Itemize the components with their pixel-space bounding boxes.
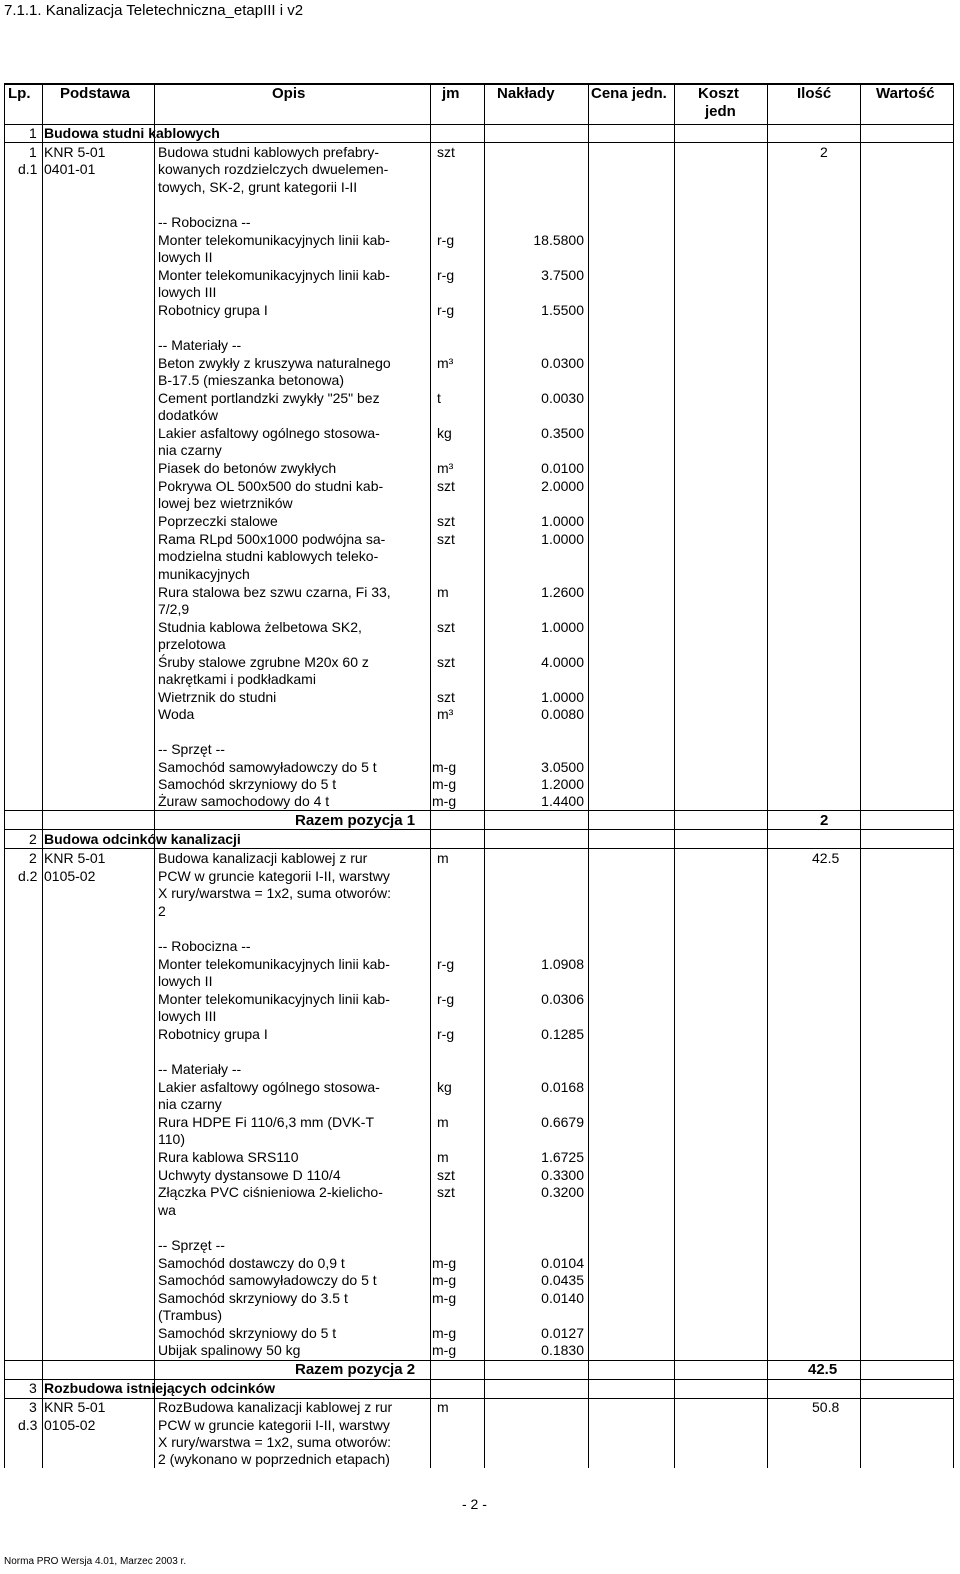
resource-name: Samochód skrzyniowy do 3.5 t: [158, 1290, 348, 1306]
position-description-line: kowanych rozdzielczych dwuelemen-: [158, 161, 389, 177]
resource-unit: szt: [437, 619, 455, 635]
position-basis-code: 0105-02: [44, 868, 96, 884]
resource-name: Monter telekomunikacyjnych linii kab-: [158, 956, 390, 972]
resource-value: 1.6725: [541, 1149, 584, 1165]
position-basis: KNR 5-01: [44, 1399, 106, 1415]
position-unit: m: [437, 1399, 449, 1415]
position-number: 1: [29, 144, 37, 160]
group-title: Budowa odcinków kanalizacji: [44, 831, 241, 847]
resource-value: 1.2600: [541, 584, 584, 600]
resource-name-line: nia czarny: [158, 1096, 222, 1112]
group-title: Rozbudowa istniejących odcinków: [44, 1380, 276, 1396]
position-sub: d.2: [18, 868, 38, 884]
resource-value: 0.0030: [541, 390, 584, 406]
position-description-line: towych, SK-2, grunt kategorii I-II: [158, 179, 358, 195]
resource-unit: m: [437, 584, 449, 600]
position-description-line: 2 (wykonano w poprzednich etapach): [158, 1451, 390, 1467]
resource-value: 3.0500: [541, 759, 584, 775]
resource-unit: m-g: [432, 1290, 457, 1306]
resource-value: 4.0000: [541, 654, 584, 670]
col-wartosc: Wartość: [876, 85, 935, 102]
resource-unit: szt: [437, 654, 455, 670]
position-number: 2: [29, 850, 37, 866]
resource-name: Rura kablowa SRS110: [158, 1149, 299, 1165]
resource-unit: r-g: [437, 302, 455, 318]
resource-name: Złączka PVC ciśnieniowa 2-kielicho-: [158, 1184, 383, 1200]
page-number: - 2 -: [462, 1496, 487, 1512]
resource-value: 0.3200: [541, 1184, 584, 1200]
resource-value: 0.1830: [541, 1342, 584, 1358]
resource-unit: m-g: [432, 1325, 457, 1341]
resource-unit: kg: [437, 425, 452, 441]
resource-unit: m-g: [432, 793, 457, 809]
document-title: 7.1.1. Kanalizacja Teletechniczna_etapIII i v2: [4, 2, 304, 19]
resource-name: Żuraw samochodowy do 4 t: [158, 793, 330, 809]
position-unit: m: [437, 850, 449, 866]
resource-value: 1.2000: [541, 776, 584, 792]
equipment-header: -- Sprzęt --: [158, 741, 225, 757]
resource-name: Monter telekomunikacyjnych linii kab-: [158, 232, 390, 248]
position-quantity: 2: [820, 144, 828, 160]
resource-value: 0.0100: [541, 460, 584, 476]
group-number: 3: [29, 1380, 37, 1396]
resource-name: Wietrznik do studni: [158, 689, 277, 705]
resource-value: 1.4400: [541, 793, 584, 809]
resource-name: Lakier asfaltowy ogólnego stosowa-: [158, 1079, 380, 1095]
position-description: RozBudowa kanalizacji kablowej z rur: [158, 1399, 393, 1415]
resource-unit: r-g: [437, 267, 455, 283]
resource-value: 1.0000: [541, 513, 584, 529]
resource-value: 0.1285: [541, 1026, 584, 1042]
resource-unit: m³: [437, 460, 454, 476]
resource-unit: m³: [437, 706, 454, 722]
resource-name: Samochód samowyładowczy do 5 t: [158, 759, 377, 775]
resource-unit: m-g: [432, 1342, 457, 1358]
position-total-value: 2: [820, 812, 829, 829]
resource-name: Robotnicy grupa I: [158, 1026, 268, 1042]
resource-unit: szt: [437, 1167, 455, 1183]
resource-value: 0.6679: [541, 1114, 584, 1130]
position-total-value: 42.5: [808, 1361, 838, 1378]
position-description: Budowa kanalizacji kablowej z rur: [158, 850, 368, 866]
resource-unit: szt: [437, 478, 455, 494]
position-description-line: PCW w gruncie kategorii I-II, warstwy: [158, 1417, 390, 1433]
materials-header: -- Materiały --: [158, 337, 242, 353]
resource-unit: m: [437, 1114, 449, 1130]
col-jm: jm: [442, 85, 460, 102]
position-unit: szt: [437, 144, 455, 160]
resource-unit: kg: [437, 1079, 452, 1095]
resource-value: 0.0080: [541, 706, 584, 722]
resource-value: 1.0000: [541, 689, 584, 705]
resource-value: 1.0000: [541, 619, 584, 635]
resource-name-line: lowej bez wietrzników: [158, 495, 293, 511]
resource-value: 3.7500: [541, 267, 584, 283]
position-sub: d.1: [18, 161, 38, 177]
col-koszt: Koszt: [698, 85, 739, 102]
equipment-header: -- Sprzęt --: [158, 1237, 225, 1253]
resource-name: Rura stalowa bez szwu czarna, Fi 33,: [158, 584, 391, 600]
position-basis-code: 0105-02: [44, 1417, 96, 1433]
resource-unit: m-g: [432, 1255, 457, 1271]
resource-value: 18.5800: [533, 232, 584, 248]
col-naklady: Nakłady: [497, 85, 555, 102]
resource-value: 0.0300: [541, 355, 584, 371]
resource-name-line: nakrętkami i podkładkami: [158, 671, 316, 687]
resource-name-line: modzielna studni kablowych teleko-: [158, 548, 379, 564]
position-quantity: 42.5: [812, 850, 840, 866]
resource-name: Uchwyty dystansowe D 110/4: [158, 1167, 341, 1183]
resource-value: 0.0435: [541, 1272, 584, 1288]
resource-value: 1.0908: [541, 956, 584, 972]
resource-name: Piasek do betonów zwykłych: [158, 460, 337, 476]
resource-name-line: dodatków: [158, 407, 218, 423]
resource-unit: r-g: [437, 956, 455, 972]
resource-unit: szt: [437, 689, 455, 705]
resource-unit: t: [437, 390, 441, 406]
resource-unit: r-g: [437, 991, 455, 1007]
resource-unit: szt: [437, 513, 455, 529]
col-ilosc: Ilość: [797, 85, 832, 102]
position-basis: KNR 5-01: [44, 144, 106, 160]
resource-name: Beton zwykły z kruszywa naturalnego: [158, 355, 391, 371]
group-number: 1: [29, 125, 37, 141]
resource-unit: m-g: [432, 776, 457, 792]
resource-unit: szt: [437, 531, 455, 547]
resource-name: Samochód dostawczy do 0,9 t: [158, 1255, 345, 1271]
resource-name: Monter telekomunikacyjnych linii kab-: [158, 991, 390, 1007]
position-basis-code: 0401-01: [44, 161, 96, 177]
position-description: Budowa studni kablowych prefabry-: [158, 144, 380, 160]
resource-name: Robotnicy grupa I: [158, 302, 268, 318]
resource-unit: r-g: [437, 1026, 455, 1042]
col-cena: Cena jedn.: [591, 85, 667, 102]
resource-value: 2.0000: [541, 478, 584, 494]
resource-unit: r-g: [437, 232, 455, 248]
resource-name: Samochód samowyładowczy do 5 t: [158, 1272, 377, 1288]
resource-value: 0.3500: [541, 425, 584, 441]
resource-name: Studnia kablowa żelbetowa SK2,: [158, 619, 362, 635]
footer-software: Norma PRO Wersja 4.01, Marzec 2003 r.: [4, 1556, 187, 1567]
resource-name-line: lowych II: [158, 973, 213, 989]
position-quantity: 50.8: [812, 1399, 840, 1415]
position-sub: d.3: [18, 1417, 38, 1433]
resource-name: Poprzeczki stalowe: [158, 513, 278, 529]
position-description-line: X rury/warstwa = 1x2, suma otworów:: [158, 885, 392, 901]
col-lp: Lp.: [8, 85, 31, 102]
resource-name-line: B-17.5 (mieszanka betonowa): [158, 372, 344, 388]
resource-name: Samochód skrzyniowy do 5 t: [158, 776, 337, 792]
resource-unit: m-g: [432, 1272, 457, 1288]
col-opis: Opis: [272, 85, 306, 102]
resource-value: 0.0168: [541, 1079, 584, 1095]
group-number: 2: [29, 831, 37, 847]
resource-name-line: (Trambus): [158, 1307, 223, 1323]
resource-name: Rura HDPE Fi 110/6,3 mm (DVK-T: [158, 1114, 375, 1130]
group-title: Budowa studni kablowych: [44, 125, 220, 141]
resource-name-line: przelotowa: [158, 636, 226, 652]
resource-name-line: wa: [158, 1202, 176, 1218]
position-number: 3: [29, 1399, 37, 1415]
resource-value: 0.0127: [541, 1325, 584, 1341]
resource-name-line: nia czarny: [158, 442, 222, 458]
position-total-label: Razem pozycja 1: [295, 812, 416, 829]
resource-unit: m-g: [432, 759, 457, 775]
position-description-line: PCW w gruncie kategorii I-II, warstwy: [158, 868, 390, 884]
resource-name: Lakier asfaltowy ogólnego stosowa-: [158, 425, 380, 441]
materials-header: -- Materiały --: [158, 1061, 242, 1077]
resource-value: 1.0000: [541, 531, 584, 547]
resource-name-line: 110): [158, 1131, 185, 1147]
resource-value: 0.0140: [541, 1290, 584, 1306]
resource-name: Ubijak spalinowy 50 kg: [158, 1342, 301, 1358]
position-basis: KNR 5-01: [44, 850, 106, 866]
resource-name: Samochód skrzyniowy do 5 t: [158, 1325, 337, 1341]
resource-name: Śruby stalowe zgrubne M20x 60 z: [158, 654, 369, 670]
resource-name-line: lowych II: [158, 249, 213, 265]
resource-name-line: 7/2,9: [158, 601, 190, 617]
col-podstawa: Podstawa: [60, 85, 131, 102]
labor-header: -- Robocizna --: [158, 938, 251, 954]
resource-unit: szt: [437, 1184, 455, 1200]
resource-value: 1.5500: [541, 302, 584, 318]
resource-name-line: lowych III: [158, 284, 217, 300]
resource-name: Rama RLpd 500x1000 podwójna sa-: [158, 531, 386, 547]
resource-name: Woda: [158, 706, 195, 722]
resource-name: Pokrywa OL 500x500 do studni kab-: [158, 478, 384, 494]
resource-name-line: munikacyjnych: [158, 566, 250, 582]
position-total-label: Razem pozycja 2: [295, 1361, 416, 1378]
resource-unit: m³: [437, 355, 454, 371]
position-description-line: X rury/warstwa = 1x2, suma otworów:: [158, 1434, 392, 1450]
resource-name: Monter telekomunikacyjnych linii kab-: [158, 267, 390, 283]
resource-name: Cement portlandzki zwykły "25" bez: [158, 390, 380, 406]
position-description-line: 2: [158, 903, 166, 919]
resource-value: 0.3300: [541, 1167, 584, 1183]
resource-unit: m: [437, 1149, 449, 1165]
col-koszt-jedn: jedn: [705, 103, 736, 120]
labor-header: -- Robocizna --: [158, 214, 251, 230]
resource-value: 0.0104: [541, 1255, 584, 1271]
resource-name-line: lowych III: [158, 1008, 217, 1024]
resource-value: 0.0306: [541, 991, 584, 1007]
